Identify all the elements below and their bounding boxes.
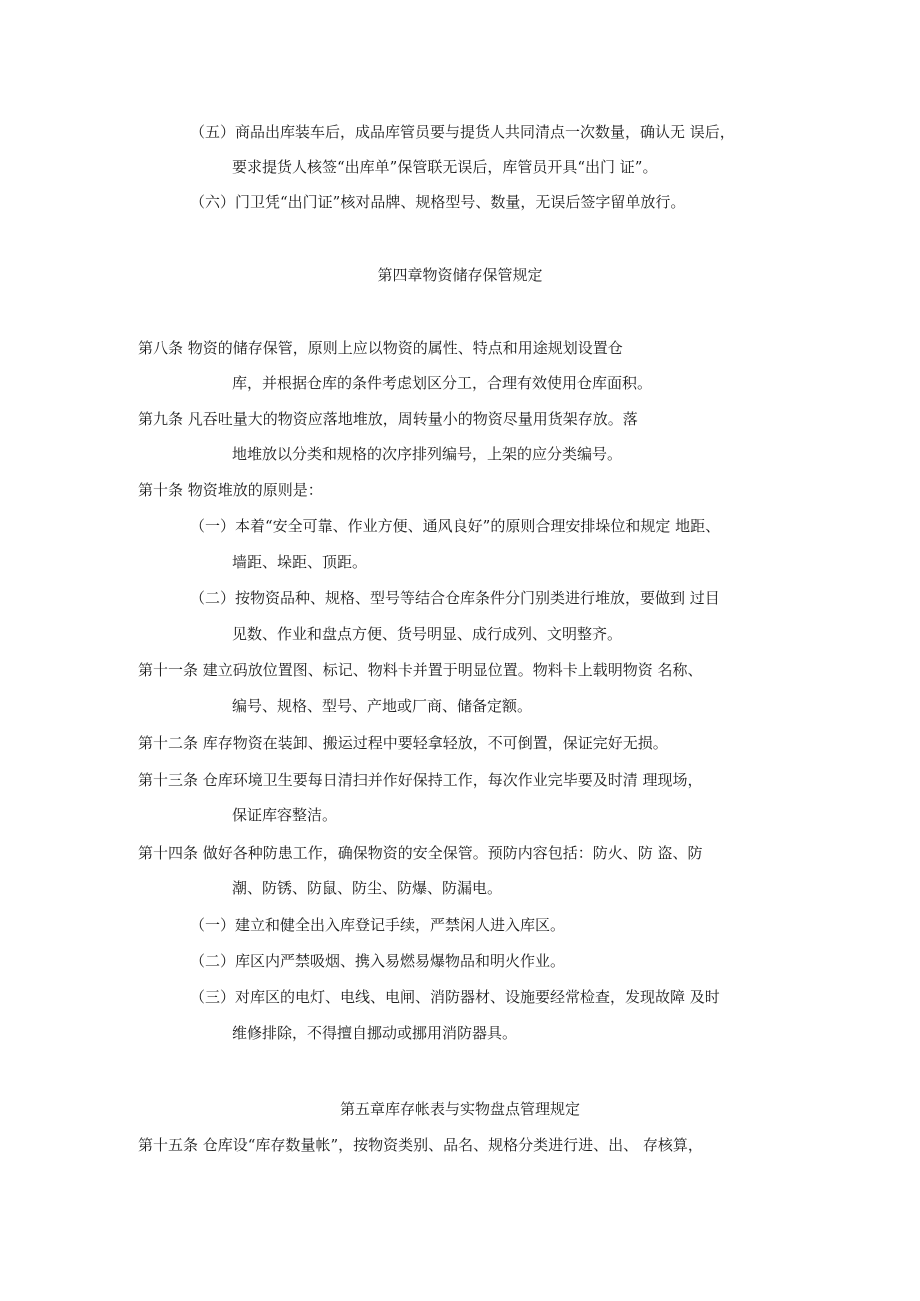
chapter-4-title: 第四章物资储存保管规定 (377, 266, 543, 284)
article-14-line-1: 第十四条 做好各种防患工作，确保物资的安全保管。预防内容包括：防火、防 盗、防 (138, 844, 703, 862)
article-14-line-2: 潮、防锈、防鼠、防尘、防爆、防漏电。 (232, 879, 503, 897)
article-10-item-2-line-2: 见数、作业和盘点方便、货号明显、成行成列、文明整齐。 (232, 625, 623, 643)
article-9-line-1: 第九条 凡吞吐量大的物资应落地堆放，周转量小的物资尽量用货架存放。落 (138, 410, 638, 428)
article-8-line-2: 库，并根据仓库的条件考虑划区分工，合理有效使用仓库面积。 (232, 374, 653, 392)
article-13-line-1: 第十三条 仓库环境卫生要每日清扫并作好保持工作，每次作业完毕要及时清 理现场， (138, 771, 703, 789)
item-5-line-1: （五）商品出库装车后，成品库管员要与提货人共同清点一次数量，确认无 误后， (190, 123, 735, 141)
article-11-line-2: 编号、规格、型号、产地或厂商、储备定额。 (232, 697, 533, 715)
article-11-line-1: 第十一条 建立码放位置图、标记、物料卡并置于明显位置。物料卡上载明物资 名称、 (138, 661, 703, 679)
article-12: 第十二条 库存物资在装卸、搬运过程中要轻拿轻放，不可倒置，保证完好无损。 (138, 734, 668, 752)
article-9-line-2: 地堆放以分类和规格的次序排列编号，上架的应分类编号。 (232, 445, 623, 463)
article-15-line-1: 第十五条 仓库设“库存数量帐”，按物资类别、品名、规格分类进行进、出、 存核算， (138, 1136, 703, 1154)
item-5-line-2: 要求提货人核签“出库单”保管联无误后，库管员开具“出门 证”。 (232, 158, 658, 176)
article-10: 第十条 物资堆放的原则是： (138, 481, 323, 499)
article-14-item-3-line-1: （三）对库区的电灯、电线、电闸、消防器材、设施要经常检查，发现故障 及时 (190, 988, 720, 1006)
article-14-item-1: （一）建立和健全出入库登记手续，严禁闲人进入库区。 (190, 916, 566, 934)
article-14-item-3-line-2: 维修排除，不得擅自挪动或挪用消防器具。 (232, 1024, 518, 1042)
article-8-line-1: 第八条 物资的储存保管，原则上应以物资的属性、特点和用途规划设置仓 (138, 339, 623, 357)
article-14-item-2: （二）库区内严禁吸烟、携入易燃易爆物品和明火作业。 (190, 952, 566, 970)
article-13-line-2: 保证库容整洁。 (232, 806, 338, 824)
chapter-5-title: 第五章库存帐表与实物盘点管理规定 (339, 1100, 580, 1118)
article-10-item-1-line-2: 墙距、垛距、顶距。 (232, 553, 368, 571)
article-10-item-2-line-1: （二）按物资品种、规格、型号等结合仓库条件分门别类进行堆放，要做到 过目 (190, 589, 720, 607)
item-6: （六）门卫凭“出门证”核对品牌、规格型号、数量，无误后签字留单放行。 (190, 193, 686, 211)
article-10-item-1-line-1: （一）本着“安全可靠、作业方便、通风良好”的原则合理安排垛位和规定 地距、 (190, 517, 721, 535)
